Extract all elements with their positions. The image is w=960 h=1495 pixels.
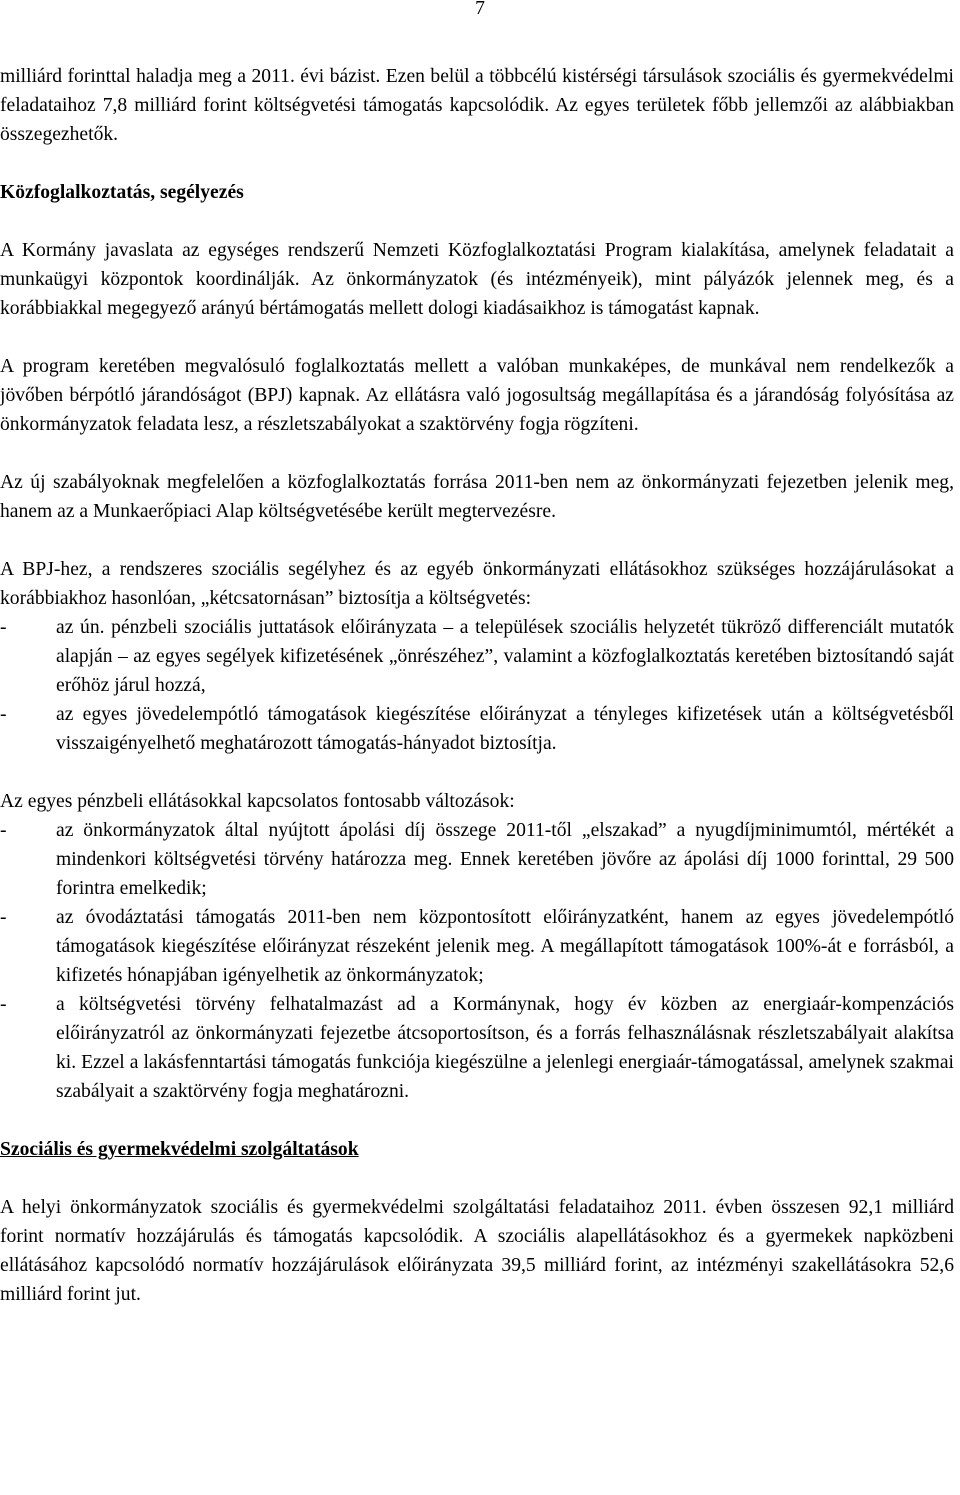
list-item bbox=[0, 613, 954, 700]
paragraph: Az egyes pénzbeli ellátásokkal kapcsolatos fontosabb változások: bbox=[0, 791, 515, 812]
list-item-text: az ún. pénzbeli szociális juttatások előirányzata – a települések szociális helyzetét tükröző differenciált mutatók alapján – az egyes segélyek kifizetésének „önrészéhez”, valamint a közfoglalkoztatás keretében biztosítandó saját erőhöz járul hozzá, bbox=[56, 617, 954, 696]
list-item-text: az önkormányzatok által nyújtott ápolási díj összege 2011-től „elszakad” a nyugdíjminimumtól, mértékét a mindenkori költségvetési törvény határozza meg. Ennek keretében jövőre az ápolási díj 1000 forinttal, 29 500 forintra emelkedik; bbox=[56, 820, 954, 899]
list-item bbox=[0, 903, 954, 990]
list-item bbox=[0, 700, 954, 758]
document-body bbox=[0, 62, 954, 1309]
section-heading-szocialis: Szociális és gyermekvédelmi szolgáltatások bbox=[0, 1139, 359, 1160]
intro-paragraph: milliárd forinttal haladja meg a 2011. évi bázist. Ezen belül a többcélú kistérségi társulások szociális és gyermekvédelmi feladataihoz 7,8 milliárd forint költségvetési támogatás kapcsolódik. Az egyes területek főbb jellemzői az alábbiakban összegezhetők. bbox=[0, 66, 954, 145]
list-item-text: az egyes jövedelempótló támogatások kiegészítése előirányzat a tényleges kifizetések után a költségvetésből visszaigényelhető meghatározott támogatás-hányadot biztosítja. bbox=[56, 704, 954, 754]
paragraph: Az új szabályoknak megfelelően a közfoglalkoztatás forrása 2011-ben nem az önkormányzati fejezetben jelenik meg, hanem az a Munkaerőpiaci Alap költségvetésébe került megtervezésre. bbox=[0, 472, 954, 522]
list-item bbox=[0, 816, 954, 903]
dash-marker: - bbox=[0, 907, 7, 928]
list-item bbox=[0, 990, 954, 1106]
dash-marker: - bbox=[0, 820, 7, 841]
paragraph: A Kormány javaslata az egységes rendszerű Nemzeti Közfoglalkoztatási Program kialakítása, amelynek feladatait a munkaügyi központok koordinálják. Az önkormányzatok (és intézményeik), mint pályázók jelennek meg, és a korábbiakkal megegyező arányú bértámogatás mellett dologi kiadásaikhoz is támogatást kapnak. bbox=[0, 240, 954, 319]
paragraph: A program keretében megvalósuló foglalkoztatás mellett a valóban munkaképes, de munkával nem rendelkezők a jövőben bérpótló járandóságot (BPJ) kapnak. Az ellátásra való jogosultság megállapítása és a járandóság folyósítása az önkormányzatok feladata lesz, a részletszabályokat a szaktörvény fogja rögzíteni. bbox=[0, 356, 954, 435]
dash-marker: - bbox=[0, 994, 7, 1015]
dash-marker: - bbox=[0, 704, 7, 725]
paragraph: A helyi önkormányzatok szociális és gyermekvédelmi szolgáltatási feladataihoz 2011. évben összesen 92,1 milliárd forint normatív hozzájárulás és támogatás kapcsolódik. A szociális alapellátásokhoz és a gyermekek napközbeni ellátásához kapcsolódó normatív hozzájárulások előirányzata 39,5 milliárd forint, az intézményi szakellátásokra 52,6 milliárd forint jut. bbox=[0, 1197, 954, 1305]
list-item-text: az óvodáztatási támogatás 2011-ben nem központosított előirányzatként, hanem az egyes jövedelempótló támogatások kiegészítése előirányzat részeként jelenik meg. A megállapított támogatások 100%-át e forrásból, a kifizetés hónapjában igényelhetik az önkormányzatok; bbox=[56, 907, 954, 986]
dash-list-valtozasok bbox=[0, 816, 954, 1106]
page-number: 7 bbox=[475, 0, 485, 19]
section-heading-kozfoglalkoztatas: Közfoglalkoztatás, segélyezés bbox=[0, 182, 244, 203]
paragraph: A BPJ-hez, a rendszeres szociális segélyhez és az egyéb önkormányzati ellátásokhoz szükséges hozzájárulásokat a korábbiakhoz hasonlóan, „kétcsatornásan” biztosítja a költségvetés: bbox=[0, 559, 954, 609]
dash-list-kozfoglalkoztatas bbox=[0, 613, 954, 758]
dash-marker: - bbox=[0, 617, 7, 638]
list-item-text: a költségvetési törvény felhatalmazást ad a Kormánynak, hogy év közben az energiaár-kompenzációs előirányzatról az önkormányzati fejezetbe átcsoportosítson, és a forrás felhasználásnak részletszabályait alakítsa ki. Ezzel a lakásfenntartási támogatás funkciója kiegészülne a jelenlegi energiaár-támogatással, amelynek szakmai szabályait a szaktörvény fogja meghatározni. bbox=[56, 994, 954, 1102]
